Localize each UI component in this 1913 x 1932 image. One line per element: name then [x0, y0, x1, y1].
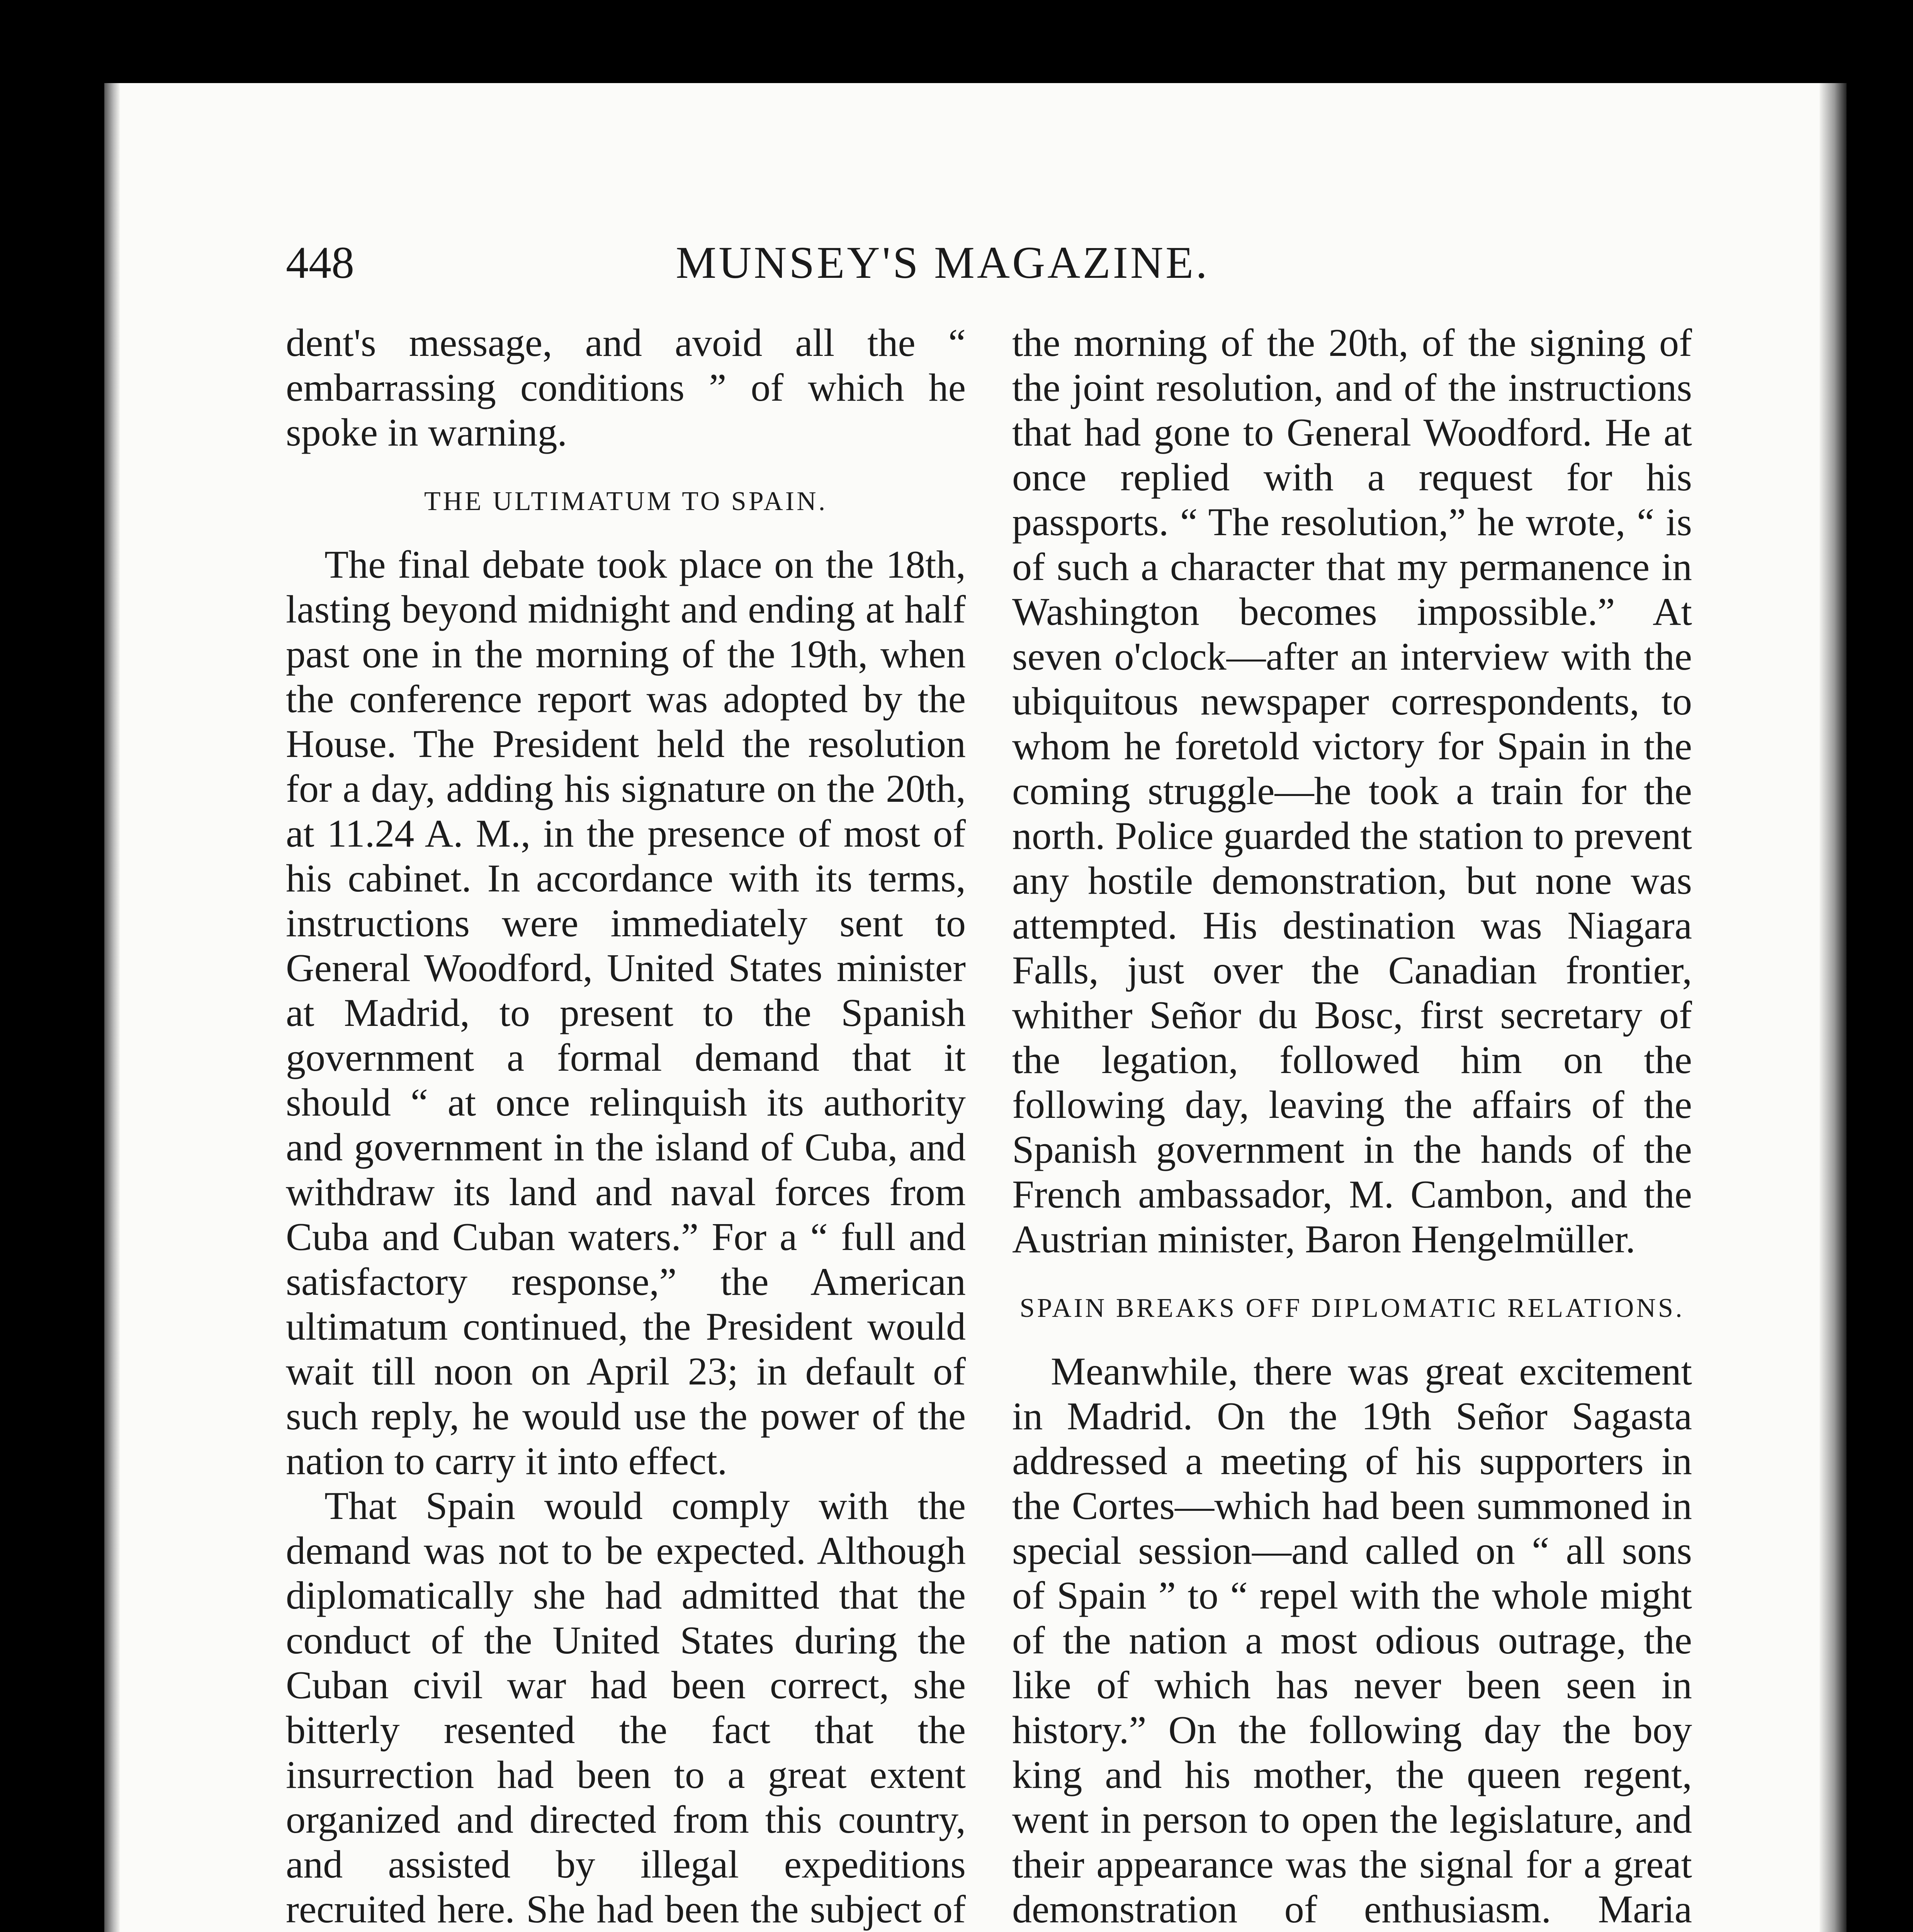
section-heading: THE ULTIMATUM TO SPAIN. — [424, 486, 828, 516]
section-heading: SPAIN BREAKS OFF DIPLOMATIC RELATIONS. — [1019, 1293, 1685, 1323]
paragraph: the morning of the 20th, of the signing of the joint resolution, and of the instructions that had gone to General Woodford. He at once replied with a request for his passports. “ The resolution,” he wrote, “ is of such a character that my permanence in Washington becomes impossible.” At seven o'clock—after an interview with the ubiquitous newspaper correspondents, to whom he foretold victory for Spain in the coming struggle—he took a train for the north. Police guarded the station to prevent any hostile demonstration, but none was attempted. His destination was Niagara Falls, just over the Canadian frontier, whither Señor du Bosc, first secretary of the legation, followed him on the following day, leaving the affairs of the Spanish government in the hands of the French ambassador, M. Cambon, and the Austrian minister, Baron Hengelmüller. — [1012, 321, 1692, 1261]
page-number: 448 — [286, 237, 354, 288]
paragraph: Meanwhile, there was great excitement in Madrid. On the 19th Señor Sagasta addressed a meeting of his supporters in the Cortes—which had been summoned in special session—and called on “ all sons of Spain ” to “ repel with the whole might of the nation a most odious outrage, the like of which has never been seen in history.” On the following day the boy king and his mother, the queen regent, went in person to open the legislature, and their appearance was the signal for a great demonstration of enthusiasm. Maria — [1012, 1350, 1692, 1931]
paragraph: The final debate took place on the 18th, lasting beyond midnight and ending at half past one in the morning of the 19th, when the conference report was adopted by the House. The President held the resolution for a day, adding his signature on the 20th, at 11.24 A. M., in the presence of most of his cabinet. In accordance with its terms, instructions were immediately sent to General Woodford, United States minister at Madrid, to present to the Spanish government a formal demand that it should “ at once relinquish its authority and government in the island of Cuba, and withdraw its land and naval forces from Cuba and Cuban waters.” For a “ full and satisfactory response,” the American ultimatum continued, the President would wait till noon on April 23; in default of such reply, he would use the power of the nation to carry it into effect. — [286, 543, 966, 1483]
paragraph: That Spain would comply with the demand was not to be expected. Although diplomatically she had admitted that the conduct of the United States during the Cuban civil war had been correct, she bitterly resented the fact that the insurrection had been to a great extent organized and directed from this country, and assisted by illegal expeditions recruited here. She had been the subject of — [286, 1484, 966, 1931]
left-column — [286, 321, 966, 1932]
magazine-title: MUNSEY'S MAGAZINE. — [676, 237, 1210, 288]
page-binding-shadow — [104, 83, 120, 1932]
running-head — [182, 232, 1704, 294]
right-column — [1012, 321, 1692, 1932]
paragraph: dent's message, and avoid all the “ embarrassing conditions ” of which he spoke in warning. — [286, 321, 966, 454]
next-page-edge — [1820, 83, 1847, 1932]
